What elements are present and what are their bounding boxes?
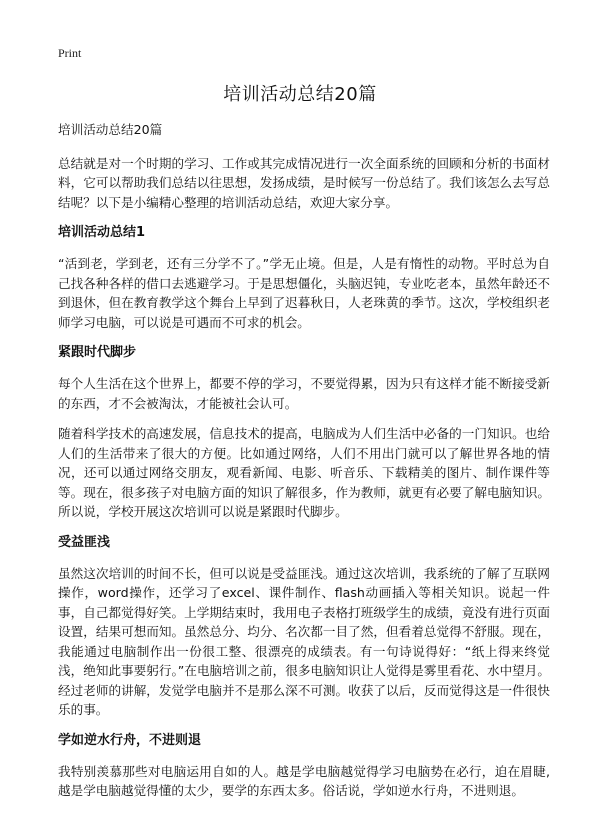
section-paragraph: 我特别羡慕那些对电脑运用自如的人。越是学电脑越觉得学习电脑势在必行，迫在眉睫,越是学电脑越觉得懂的太少，要学的东西太多。俗话说，学如逆水行舟，不进则退。 — [58, 763, 550, 798]
section-paragraph: 随着科学技术的高速发展，信息技术的提高，电脑成为人们生活中必备的一门知识。也给人们的生活带来了很大的方便。比如通过网络，人们不用出门就可以了解世界各地的情况，还可以通过网络交朋友，观看新闻、电影、听音乐、下载精美的图片、制作课件等等。现在，很多孩子对电脑方面的知识了解很多，作为教师，就更有必要了解电脑知识。所以说，学校开展这次培训可以说是紧跟时代脚步。 — [58, 426, 550, 519]
article-body — [58, 120, 550, 812]
section-paragraph: 虽然这次培训的时间不长，但可以说是受益匪浅。通过这次培训，我系统的了解了互联网操作，word操作，还学习了excel、课件制作、flash动画插入等相关知识。说起一件事，自己都觉得好笑。上学期结束时，我用电子表格打班级学生的成绩，竟没有进行页面设置，结果可想而知。虽然总分、均分、名次都一目了然，但看着总觉得不舒服。现在，我能通过电脑制作出一份很工整、很漂亮的成绩表。有一句诗说得好：“纸上得来终觉浅，绝知此事要躬行。”在电脑培训之前，很多电脑知识让人觉得是雾里看花、水中望月。经过老师的讲解，发觉学电脑并不是那么深不可测。收获了以后，反而觉得这是一件很快乐的事。 — [58, 565, 550, 717]
section-paragraph: 每个人生活在这个世界上，都要不停的学习，不要觉得累，因为只有这样才能不断接受新的东西，才不会被淘汰，才能被社会认可。 — [58, 376, 550, 411]
section-heading: 培训活动总结1 — [58, 225, 146, 240]
section-paragraph: “活到老，学到老，还有三分学不了。”学无止境。但是，人是有惰性的动物。平时总为自己找各种各样的借口去逃避学习。于是思想僵化，头脑迟钝，专业吃老本，虽然年龄还不到退休，但在教育教学这个舞台上早到了迟暮秋日，人老珠黄的季节。这次，学校组织老师学习电脑，可以说是可遇而不可求的机会。 — [58, 256, 550, 330]
print-link[interactable]: Print — [58, 46, 82, 60]
section-heading: 受益匪浅 — [58, 534, 111, 550]
section-heading: 紧跟时代脚步 — [58, 345, 137, 360]
intro-paragraph: 总结就是对一个时期的学习、工作或其完成情况进行一次全面系统的回顾和分析的书面材料，它可以帮助我们总结以往思想，发扬成绩，是时候写一份总结了。我们该怎么去写总结呢？以下是小编精心整理的培训活动总结，欢迎大家分享。 — [58, 155, 550, 210]
article-subtitle: 培训活动总结20篇 — [58, 122, 163, 137]
section-heading: 学如逆水行舟，不进则退 — [58, 732, 202, 748]
page-title: 培训活动总结20篇 — [223, 84, 377, 105]
